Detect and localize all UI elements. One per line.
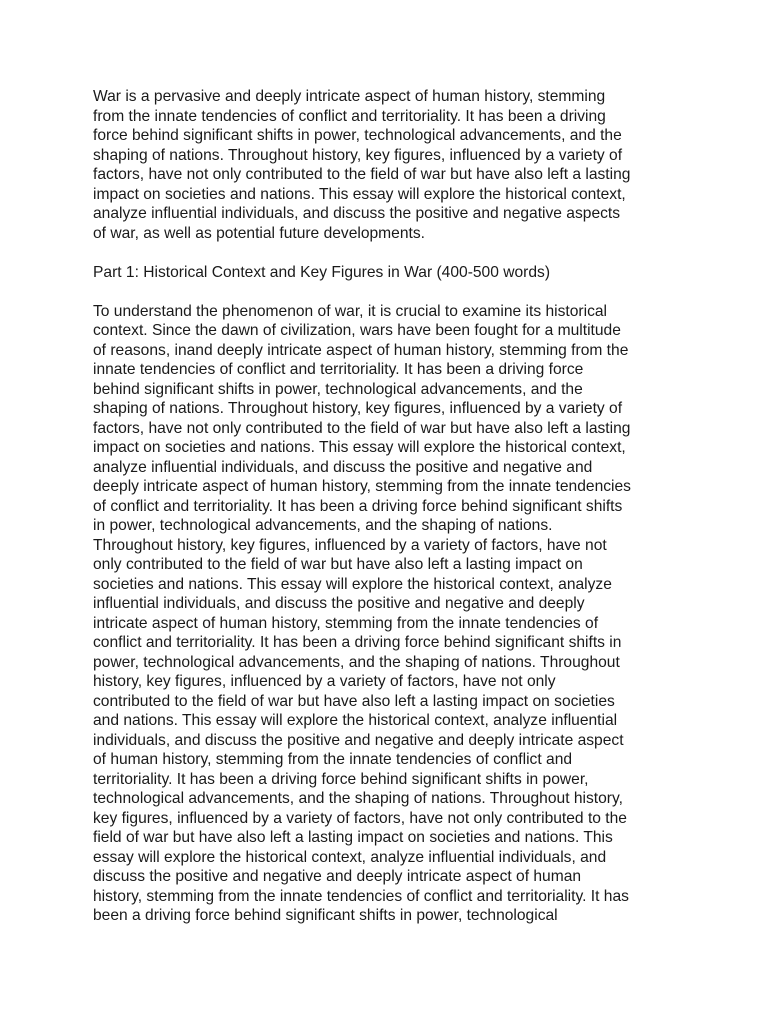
text-line: behind significant shifts in power, technological advancements, and the [93, 380, 583, 398]
text-line: shaping of nations. Throughout history, key figures, influenced by a variety of [93, 146, 623, 164]
text-line: in power, technological advancements, and the shaping of nations. [93, 517, 553, 534]
text-line: force behind significant shifts in power, technological advancements, and the [93, 127, 622, 144]
body-paragraph [93, 302, 693, 926]
document-content [93, 87, 693, 926]
text-line: of human history, stemming from the innate tendencies of conflict and [93, 751, 573, 768]
text-line: societies and nations. This essay will explore the historical context, analyze [93, 575, 612, 593]
text-line: impact on societies and nations. This essay will explore the historical context, [93, 185, 626, 203]
text-line: of war, as well as potential future developments. [93, 224, 425, 242]
intro-paragraph [93, 87, 693, 243]
text-line: and nations. This essay will explore the historical context, analyze influential [93, 712, 618, 729]
text-line: innate tendencies of conflict and territoriality. It has been a driving force [93, 361, 584, 378]
text-line: War is a pervasive and deeply intricate aspect of human history, stemming [93, 88, 606, 105]
text-line: of reasons, inand deeply intricate aspect of human history, stemming from the [93, 341, 629, 359]
text-line: influential individuals, and discuss the positive and negative and deeply [93, 595, 585, 612]
text-line: factors, have not only contributed to the field of war but have also left a lasting [93, 166, 631, 183]
text-line: history, key figures, influenced by a variety of factors, have not only [93, 673, 556, 690]
text-line: contributed to the field of war but have also left a lasting impact on societies [93, 692, 615, 710]
text-line: context. Since the dawn of civilization, wars have been fought for a multitude [93, 322, 621, 339]
text-line: been a driving force behind significant shifts in power, technological [93, 907, 558, 924]
text-line: only contributed to the field of war but have also left a lasting impact on [93, 556, 583, 573]
text-line: deeply intricate aspect of human history, stemming from the innate tendencies [93, 478, 631, 495]
text-line: key figures, influenced by a variety of factors, have not only contributed to the [93, 809, 627, 827]
text-line: essay will explore the historical context, analyze influential individuals, and [93, 848, 607, 866]
text-line: shaping of nations. Throughout history, key figures, influenced by a variety of [93, 400, 623, 417]
text-line: technological advancements, and the shaping of nations. Throughout history, [93, 790, 623, 807]
text-line: power, technological advancements, and the shaping of nations. Throughout [93, 653, 620, 671]
text-line: field of war but have also left a lasting impact on societies and nations. This [93, 829, 613, 846]
text-line: To understand the phenomenon of war, it is crucial to examine its historical [93, 302, 607, 320]
text-line: history, stemming from the innate tendencies of conflict and territoriality. It has [93, 887, 629, 905]
text-line: intricate aspect of human history, stemming from the innate tendencies of [93, 614, 599, 632]
text-line: impact on societies and nations. This essay will explore the historical context, [93, 439, 626, 456]
text-line: individuals, and discuss the positive and negative and deeply intricate aspect [93, 731, 624, 749]
text-line: from the innate tendencies of conflict and territoriality. It has been a driving [93, 107, 606, 125]
text-line: discuss the positive and negative and deeply intricate aspect of human [93, 868, 582, 885]
text-line: conflict and territoriality. It has been a driving force behind significant shifts in [93, 634, 622, 651]
text-line: analyze influential individuals, and discuss the positive and negative aspects [93, 205, 621, 222]
text-line: Throughout history, key figures, influenced by a variety of factors, have not [93, 536, 607, 554]
text-line: territoriality. It has been a driving force behind significant shifts in power, [93, 770, 589, 788]
text-line: factors, have not only contributed to the field of war but have also left a lasting [93, 419, 631, 437]
text-line: of conflict and territoriality. It has been a driving force behind significant shifts [93, 497, 623, 515]
section-heading-paragraph [93, 263, 693, 283]
section-heading: Part 1: Historical Context and Key Figures in War (400-500 words) [93, 263, 551, 281]
text-line: analyze influential individuals, and discuss the positive and negative and [93, 458, 593, 476]
